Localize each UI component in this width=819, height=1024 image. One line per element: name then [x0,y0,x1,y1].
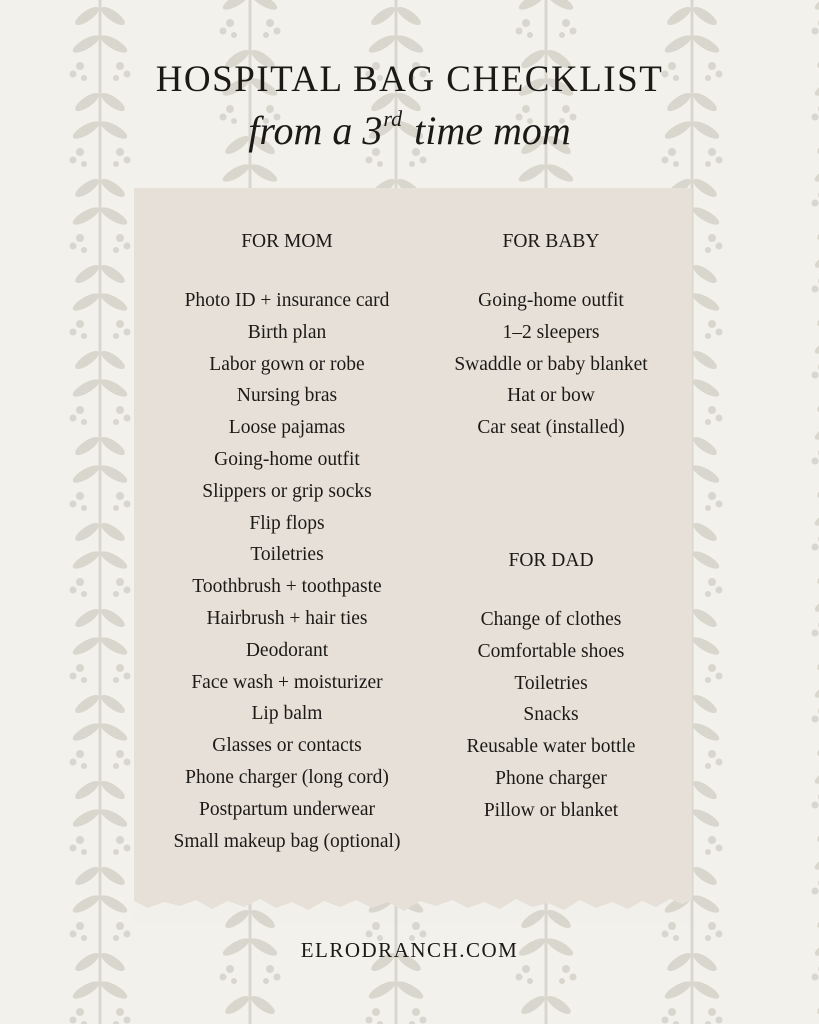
list-item: Pillow or blanket [483,799,619,821]
list-item: Face wash + moisturizer [191,671,383,693]
mom-checklist [134,285,440,857]
list-item: Small makeup bag (optional) [173,830,401,852]
list-item: Toiletries [250,544,324,566]
mom-section [134,226,440,857]
baby-checklist [440,285,662,444]
dad-checklist [440,604,662,827]
list-item: Postpartum underwear [199,798,375,820]
list-item: Loose pajamas [228,417,346,439]
list-item: Toiletries [514,672,588,694]
list-item: Snacks [523,704,579,726]
subtitle-text: from a 3 [248,108,383,153]
ordinal-superscript: rd [383,106,403,131]
website-footer: ELRODRANCH.COM [300,938,519,962]
list-item: Going-home outfit [478,290,624,311]
page-subtitle [0,106,819,154]
list-item: Deodorant [245,639,329,661]
list-item: Toothbrush + toothpaste [192,576,382,598]
list-item: Labor gown or robe [209,353,365,375]
dad-heading: FOR DAD [508,550,594,571]
list-item: Flip flops [249,512,325,534]
list-item: Slippers or grip socks [202,480,372,502]
baby-heading: FOR BABY [502,231,600,252]
list-item: Reusable water bottle [466,736,636,758]
list-item: Nursing bras [236,385,338,407]
subtitle-text-end: time mom [414,108,571,153]
dad-section [440,545,662,827]
list-item: Change of clothes [480,609,622,630]
list-item: Birth plan [247,321,327,343]
mom-heading: FOR MOM [241,231,333,252]
list-item: 1–2 sleepers [502,321,600,343]
list-item: Photo ID + insurance card [184,290,390,311]
list-item: Phone charger [495,767,607,789]
page-title: HOSPITAL BAG CHECKLIST [155,59,664,100]
list-item: Going-home outfit [214,448,360,470]
list-item: Hat or bow [507,385,595,407]
baby-section [440,226,662,444]
list-item: Phone charger (long cord) [185,766,389,788]
list-item: Swaddle or baby blanket [454,353,648,375]
list-item: Glasses or contacts [212,735,362,757]
list-item: Comfortable shoes [477,640,625,662]
list-item: Car seat (installed) [477,417,625,439]
list-item: Lip balm [251,703,323,725]
list-item: Hairbrush + hair ties [206,607,368,629]
